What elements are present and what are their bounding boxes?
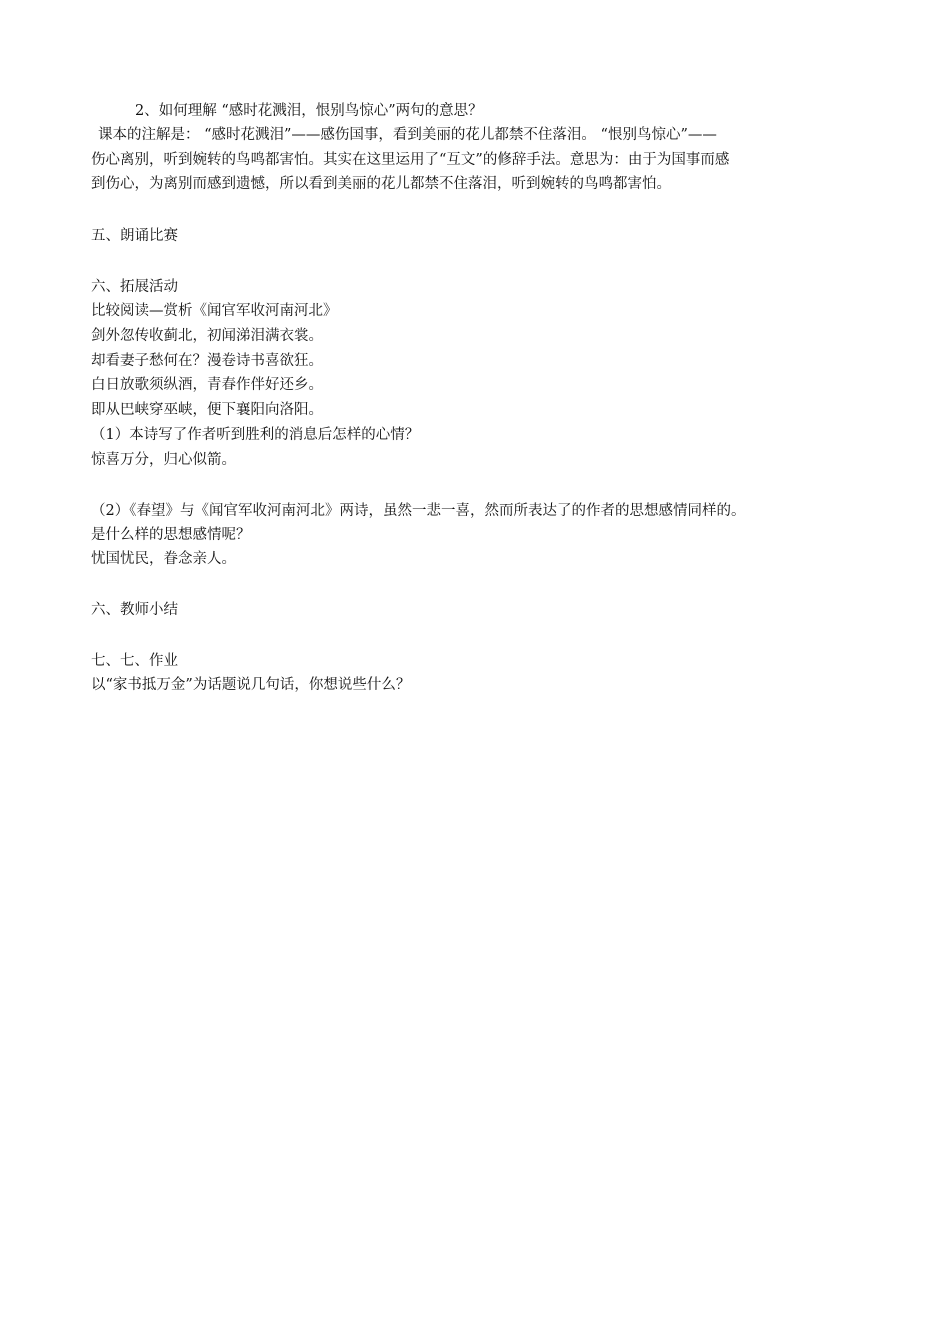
question-1: （1）本诗写了作者听到胜利的消息后怎样的心情？	[91, 427, 420, 443]
homework-task: 以“家书抵万金”为话题说几句话，你想说些什么？	[91, 677, 411, 693]
heading-homework: 七、七、作业	[91, 653, 178, 669]
question-2-comparison-line-2: 是什么样的思想感情呢？	[91, 527, 251, 543]
comparative-reading-intro: 比较阅读—赏析《闻官军收河南河北》	[91, 303, 338, 319]
poem-line-2: 却看妻子愁何在？漫卷诗书喜欲狂。	[91, 353, 323, 369]
answer-2-comparison: 忧国忧民，眷念亲人。	[91, 551, 236, 567]
poem-line-4: 即从巴峡穿巫峡，便下襄阳向洛阳。	[91, 402, 323, 418]
answer-2-line-1: 课本的注解是： “感时花溅泪”——感伤国事，看到美丽的花儿都禁不住落泪。 “恨别鸟惊心”——	[98, 127, 717, 143]
answer-2-line-3: 到伤心，为离别而感到遗憾，所以看到美丽的花儿都禁不住落泪，听到婉转的鸟鸣都害怕。	[91, 176, 671, 192]
answer-1: 惊喜万分，归心似箭。	[91, 452, 236, 468]
answer-2-line-2: 伤心离别，听到婉转的鸟鸣都害怕。其实在这里运用了“互文”的修辞手法。意思为：由于为国事而感	[91, 152, 730, 168]
heading-extension-activity: 六、拓展活动	[91, 279, 178, 295]
heading-teacher-summary: 六、教师小结	[91, 602, 178, 618]
poem-line-1: 剑外忽传收蓟北，初闻涕泪满衣裳。	[91, 328, 323, 344]
question-2: 2、如何理解 “感时花溅泪，恨别鸟惊心”两句的意思？	[135, 103, 483, 119]
poem-line-3: 白日放歌须纵酒，青春作伴好还乡。	[91, 377, 323, 393]
heading-recitation-contest: 五、朗诵比赛	[91, 228, 178, 244]
question-2-comparison-line-1: （2）《春望》与《闻官军收河南河北》两诗，虽然一悲一喜，然而所表达了的作者的思想感情同样的。	[91, 503, 746, 519]
